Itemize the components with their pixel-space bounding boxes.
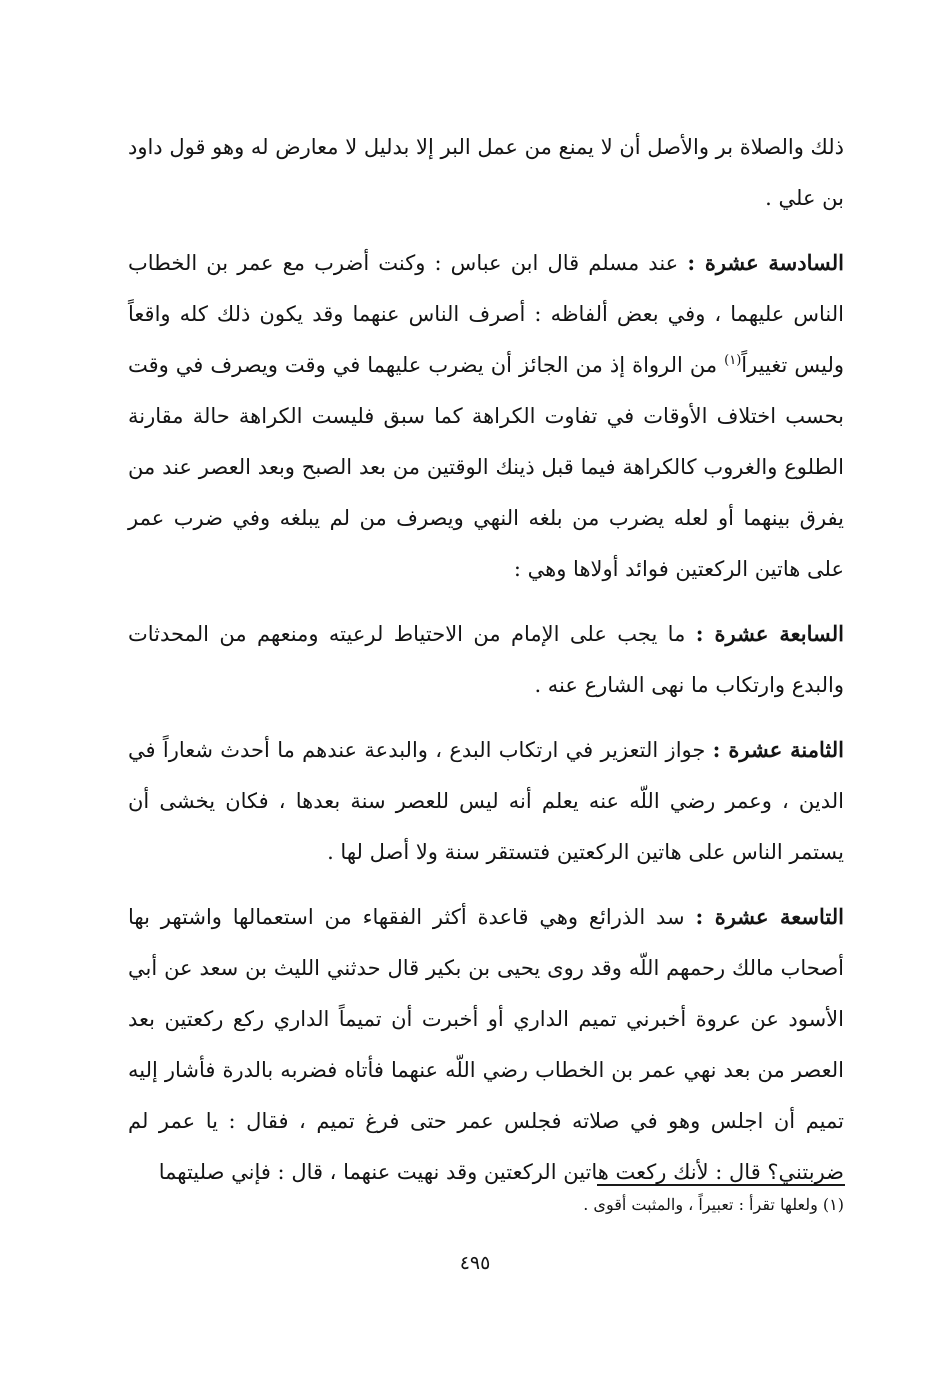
paragraph-text: ذلك والصلاة بر والأصل أن لا يمنع من عمل البر إلا بدليل لا معارض له وهو قول داود بن علي . [127, 135, 844, 210]
footnote-divider [597, 1184, 845, 1186]
paragraph-heading: السادسة عشرة : [687, 250, 844, 275]
paragraph-nineteenth [128, 891, 844, 1198]
body-text [128, 122, 844, 1211]
paragraph-seventeenth [128, 608, 844, 711]
paragraph-intro [128, 122, 844, 224]
paragraph-text-continued: من الرواة إذ من الجائز أن يضرب عليهما في وقت ويصرف في وقت بحسب اختلاف الأوقات في تفاوت الكراهة كما سبق فليست الكراهة حالة مقارنة الطلوع والغروب كالكراهة فيما قبل ذينك الوقتين من بعد الصبح وبعد العصر عند من يفرق بينهما أو لعله يضرب من بلغه النهي ويصرف من لم يبلغه وفي ضرب عمر على هاتين الركعتين فوائد أولاها وهي : [128, 353, 844, 581]
page-number: ٤٩٥ [459, 1252, 491, 1274]
paragraph-text: عند مسلم قال ابن عباس : وكنت أضرب مع عمر بن الخطاب الناس عليهما ، وفي بعض ألفاظه : أصرف الناس عنهما وقد يكون ذلك كله واقعاً وليس تغييراً [128, 251, 844, 377]
paragraph-heading: السابعة عشرة : [695, 621, 844, 646]
paragraph-heading: الثامنة عشرة : [712, 737, 844, 762]
paragraph-sixteenth [128, 237, 844, 595]
footnote-reference[interactable]: (١) [724, 353, 742, 368]
paragraph-text: ما يجب على الإمام من الاحتياط لرعيته ومنعهم من المحدثات والبدع وارتكاب ما نهى الشارع عنه . [128, 622, 844, 697]
footnote: (١) ولعلها تقرأ : تعبيراً ، والمثبت أقوى . [583, 1195, 844, 1214]
paragraph-heading: التاسعة عشرة : [695, 904, 844, 929]
paragraph-eighteenth [128, 724, 844, 878]
paragraph-text: سد الذرائع وهي قاعدة أكثر الفقهاء من استعمالها واشتهر بها أصحاب مالك رحمهم اللّه وقد روى يحيى بن بكير قال حدثني الليث بن سعد عن أبي الأسود عن عروة أخبرني تميم الداري أو أخبرت أن تميماً الداري ركع ركعتين بعد العصر من بعد نهي عمر بن الخطاب رضي اللّه عنهما فأتاه فضربه بالدرة فأشار إليه تميم أن اجلس وهو في صلاته فجلس عمر حتى فرغ تميم ، فقال : يا عمر لم ضربتني؟ قال : لأنك ركعت هاتين الركعتين وقد نهيت عنهما ، قال : فإني صليتهما [128, 905, 844, 1184]
paragraph-text: جواز التعزير في ارتكاب البدع ، والبدعة عندهم ما أحدث شعاراً في الدين ، وعمر رضي اللّه عنه يعلم أنه ليس للعصر سنة بعدها ، فكان يخشى أن يستمر الناس على هاتين الركعتين فتستقر سنة ولا أصل لها . [128, 738, 844, 864]
